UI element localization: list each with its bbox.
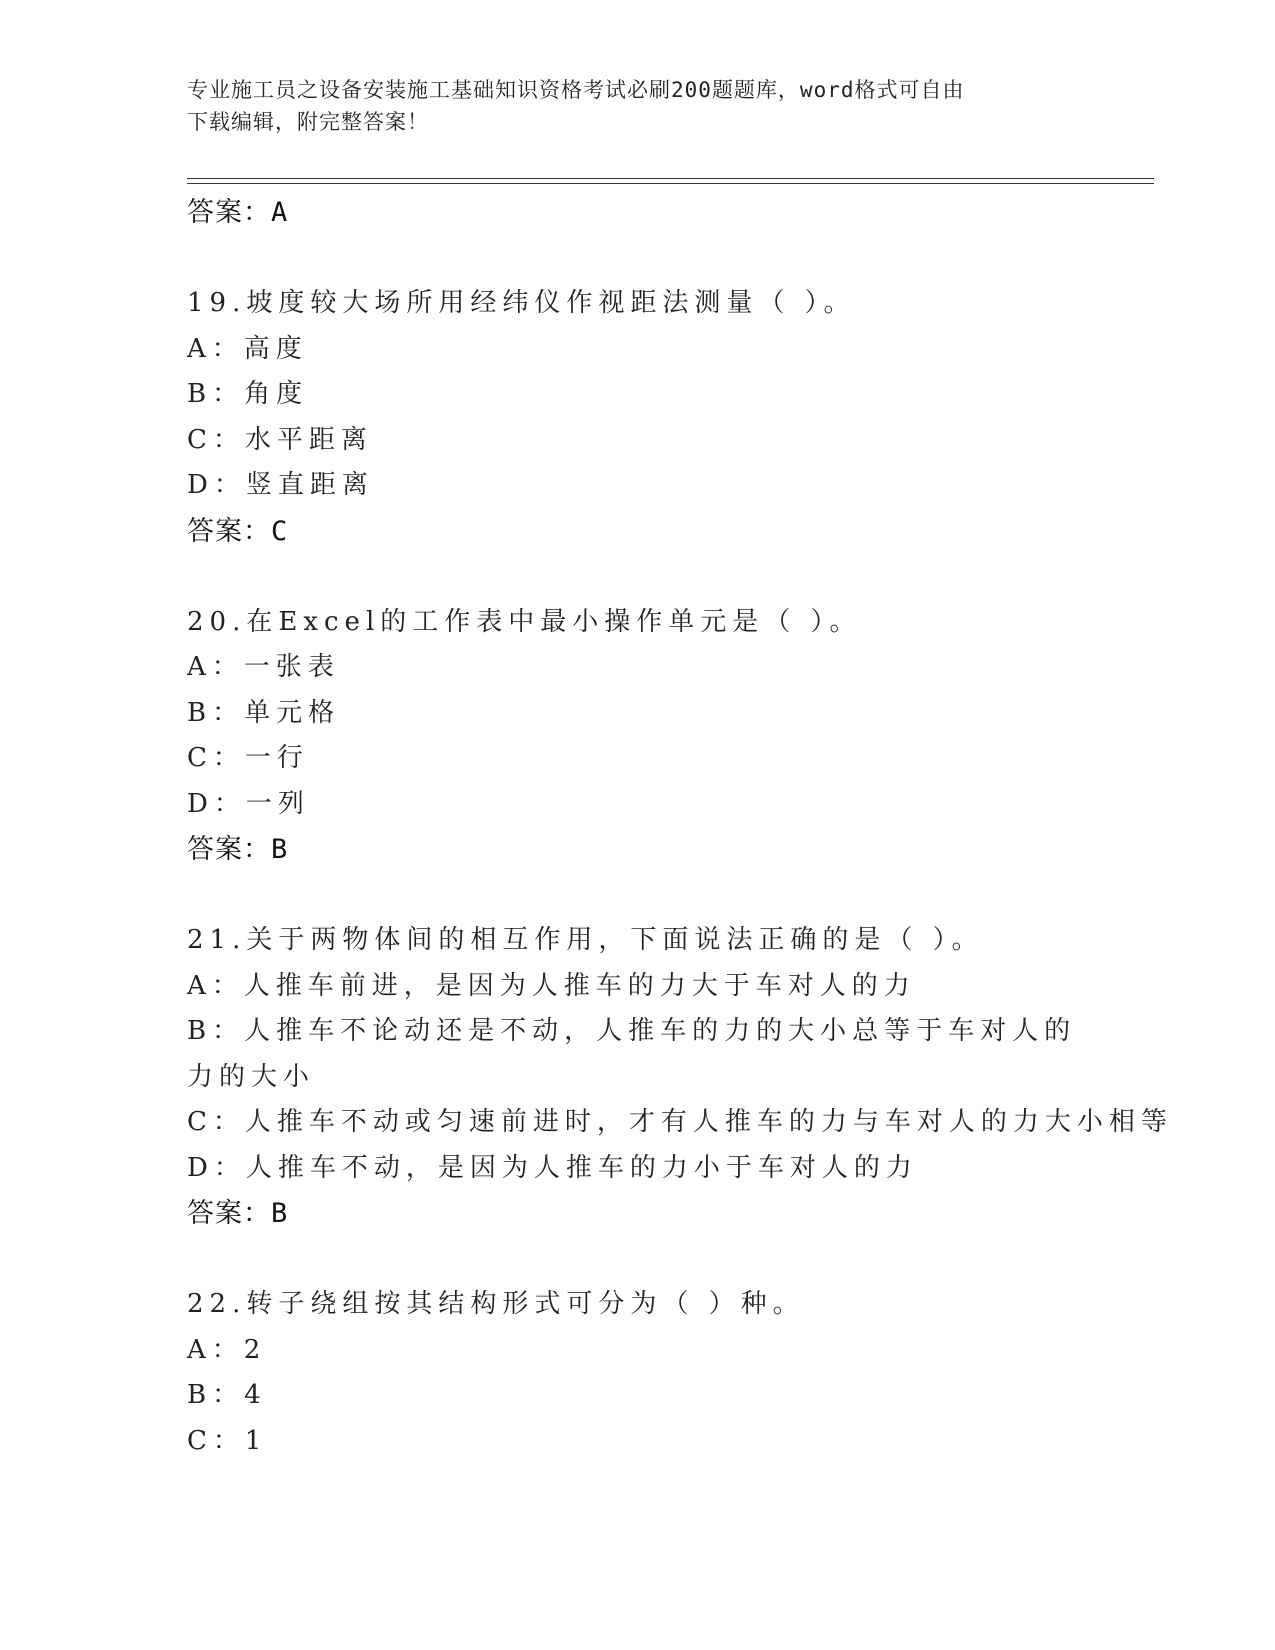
question-stem: 21.关于两物体间的相互作用，下面说法正确的是（ ）。 xyxy=(187,925,984,955)
option-c: C：水平距离 xyxy=(187,424,373,455)
question-stem: 19.坡度较大场所用经纬仪作视距法测量（ ）。 xyxy=(187,288,856,318)
question-22 xyxy=(187,1282,1087,1464)
option-d: D：一列 xyxy=(187,788,310,819)
header-rule-bottom xyxy=(187,183,1154,184)
header-rule-top xyxy=(187,178,1154,179)
header-line-2: 下载编辑，附完整答案！ xyxy=(187,110,429,134)
option-d: D：竖直距离 xyxy=(187,470,374,500)
option-a: A：一张表 xyxy=(187,652,340,682)
option-b: B：单元格 xyxy=(187,697,341,728)
document-header xyxy=(187,74,1087,138)
previous-answer: 答案：A xyxy=(187,197,289,228)
option-d: D：人推车不动，是因为人推车的力小于车对人的力 xyxy=(187,1152,918,1183)
option-c: C：人推车不动或匀速前进时，才有人推车的力与车对人的力大小相等 xyxy=(187,1107,1173,1137)
question-21 xyxy=(187,918,1173,1237)
option-b: B：角度 xyxy=(187,379,309,409)
option-a: A：高度 xyxy=(187,333,308,364)
question-19 xyxy=(187,281,1087,554)
option-b: B：人推车不论动还是不动，人推车的力的大小总等于车对人的力的大小 xyxy=(187,1016,1077,1092)
question-20 xyxy=(187,600,1087,873)
answer-line: 答案：B xyxy=(187,1198,289,1229)
option-c: C：1 xyxy=(187,1425,268,1456)
answer-line: 答案：C xyxy=(187,515,289,547)
option-c: C：一行 xyxy=(187,743,309,773)
question-list xyxy=(187,190,1173,1464)
option-b: B：4 xyxy=(187,1380,267,1410)
option-a: A：人推车前进，是因为人推车的力大于车对人的力 xyxy=(187,970,916,1001)
option-a: A：2 xyxy=(187,1334,267,1365)
header-line-1: 专业施工员之设备安装施工基础知识资格考试必刷200题题库，word格式可自由 xyxy=(187,78,965,102)
question-stem: 22.转子绕组按其结构形式可分为（ ）种。 xyxy=(187,1289,805,1319)
question-stem: 20.在Excel的工作表中最小操作单元是（ ）。 xyxy=(187,606,862,637)
answer-line: 答案：B xyxy=(187,834,289,865)
